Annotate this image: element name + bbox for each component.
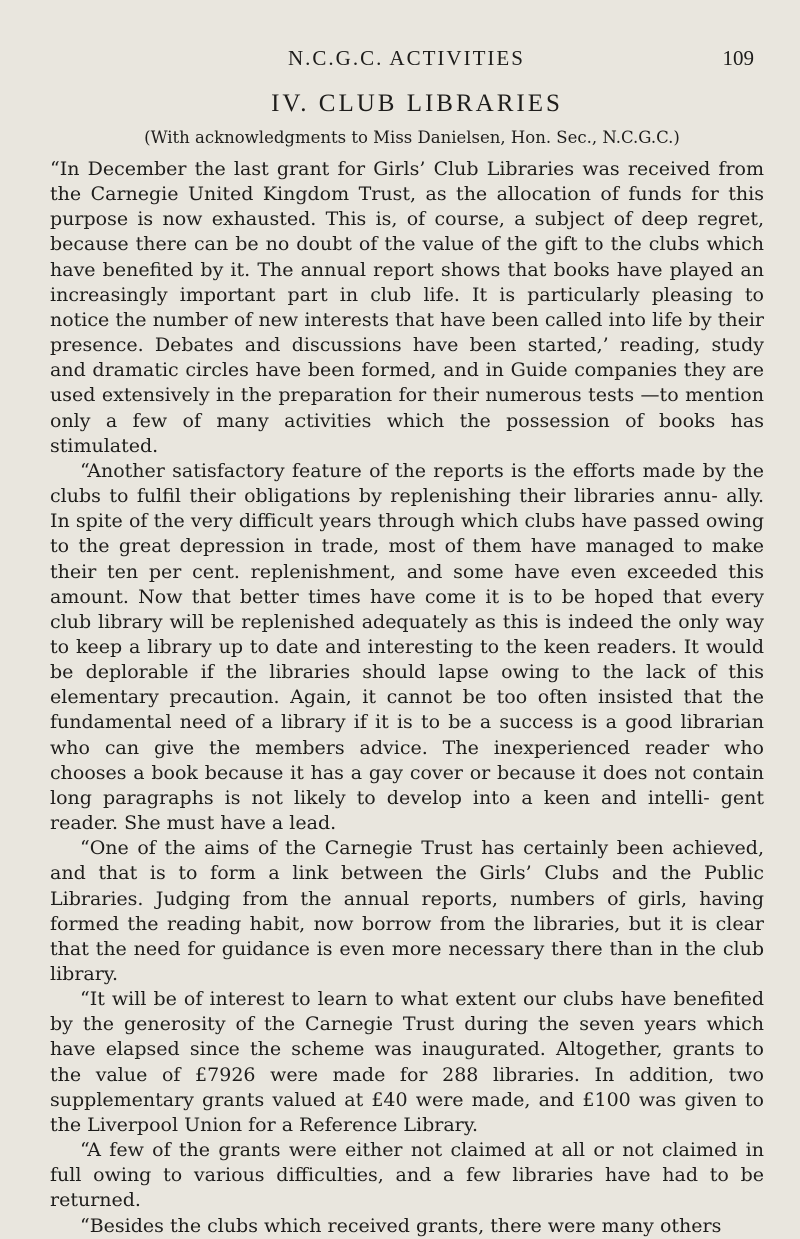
paragraph: “It will be of interest to learn to what extent our clubs have benefited by the generosity of the Carnegie Trust during the seven years which have elapsed since the scheme was inaugurated. Altogether, grants to the value of £7926 were made for 288 libraries. In addition, two supplementary grants valued at £40 were made, and £100 was given to the Liverpool Union for a Reference Library. [50, 988, 764, 1136]
section-title: IV. CLUB LIBRARIES [271, 90, 563, 117]
paragraph: “A few of the grants were either not claimed at all or not claimed in full owing to various difficulties, and a few libraries have had to be returned. [50, 1139, 764, 1212]
paragraph: “In December the last grant for Girls’ Club Libraries was received from the Carnegie United Kingdom Trust, as the allocation of funds for this purpose is now exhausted. This is, of course, a subject of deep regret, because there can be no doubt of the value of the gift to the clubs which have benefited by it. The annual report shows that books have played an increasingly important part in club life. It is particularly pleasing to notice the number of new interests that have been called into life by their presence. Debates and discussions have been started,’ reading, study and dramatic circles have been formed, and in Guide companies they are used extensively in the preparation for their numerous tests —to mention only a few of many activities which the possession of books has stimulated. [50, 158, 764, 457]
paragraph: “One of the aims of the Carnegie Trust has certainly been achieved, and that is to form a link between the Girls’ Clubs and the Public Libraries. Judging from the annual reports, numbers of girls, having formed the reading habit, now borrow from the libraries, but it is clear that the need for guidance is even more necessary there than in the club library. [50, 837, 764, 985]
running-head [50, 36, 764, 76]
body-text [50, 157, 764, 1239]
paragraph: “Besides the clubs which received grants, there were many others [80, 1214, 722, 1237]
paragraph: “Another satisfactory feature of the reports is the efforts made by the clubs to fulfil their obligations by replenishing their libraries annu- ally. In spite of the very difficult years through which clubs have passed owing to the great depression in trade, most of them have managed to make their ten per cent. replenishment, and some have even exceeded this amount. Now that better times have come it is to be hoped that every club library will be replenished adequately as this is indeed the only way to keep a library up to date and interesting to the keen readers. It would be deplorable if the libraries should lapse owing to the lack of this elementary precaution. Again, it cannot be too often insisted that the fundamental need of a library if it is to be a success is a good librarian who can give the members advice. The inexperienced reader who chooses a book because it has a gay cover or because it does not contain long paragraphs is not likely to develop into a keen and intelli- gent reader. She must have a lead. [50, 459, 764, 835]
acknowledgement-note: (With acknowledgments to Miss Danielsen, Hon. Sec., N.C.G.C.) [144, 128, 680, 147]
page-number: 109 [722, 46, 754, 70]
running-title: N.C.G.C. ACTIVITIES [288, 46, 525, 70]
